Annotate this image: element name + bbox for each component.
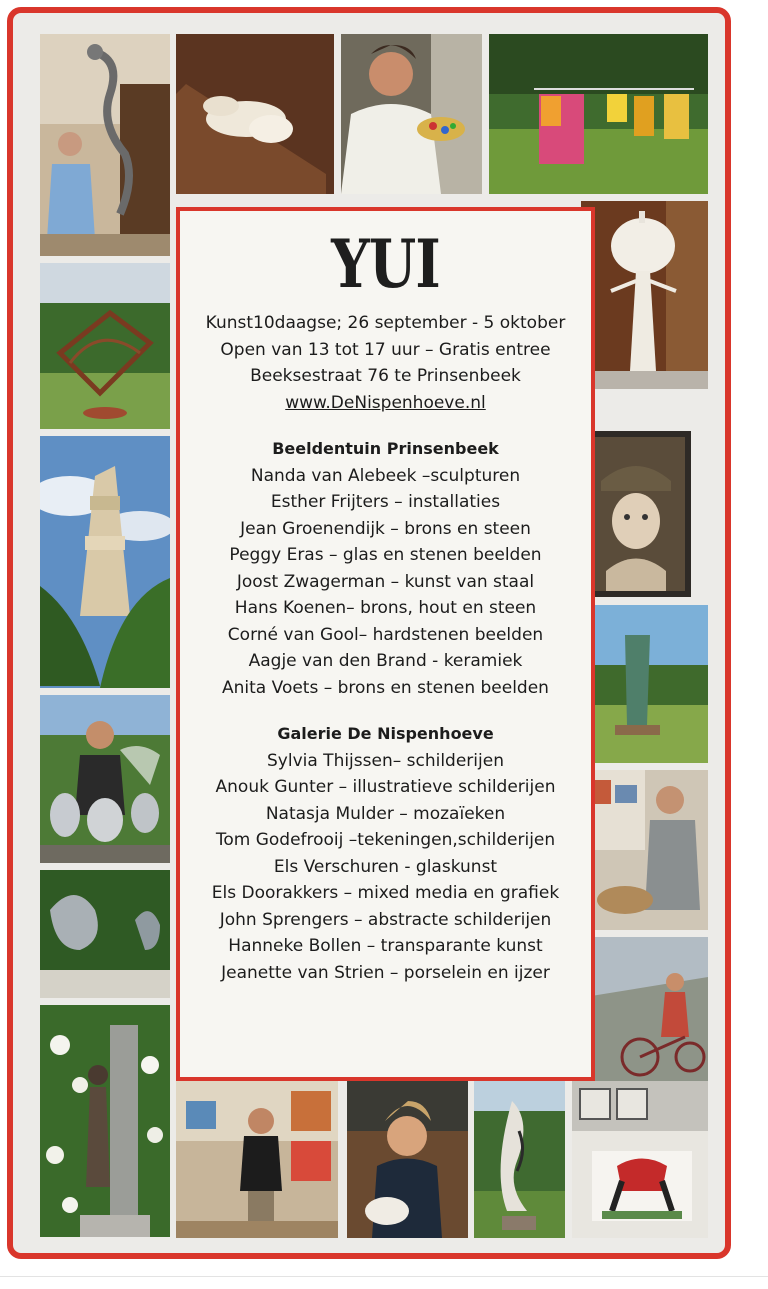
photo-stone-figure-flowers bbox=[40, 1005, 170, 1237]
artist-entry: Nanda van Alebeek –sculpturen bbox=[250, 465, 521, 486]
photo-white-apple-sculpture bbox=[581, 201, 708, 389]
photo-artist-with-glass bbox=[40, 695, 170, 863]
artist-entry: John Sprengers – abstracte schilderijen bbox=[219, 909, 552, 930]
photo-painter-woman bbox=[341, 34, 482, 194]
photo-woodworking-artist bbox=[585, 770, 708, 930]
poster-title: YUI bbox=[331, 225, 440, 303]
artist-entry: Esther Frijters – installaties bbox=[270, 492, 501, 512]
photo-garden-sculptures bbox=[40, 870, 170, 998]
photo-abstract-sculpture-lawn bbox=[474, 1081, 565, 1238]
photo-man-in-studio bbox=[176, 1081, 338, 1238]
event-info bbox=[180, 310, 591, 416]
artist-entry: Els Verschuren - glaskunst bbox=[273, 856, 498, 877]
artist-entry: Peggy Eras – glas en stenen beelden bbox=[229, 545, 542, 565]
artist-entry: Hans Koenen– brons, hout en steen bbox=[234, 598, 537, 618]
artist-entry: Els Doorakkers – mixed media en grafiek bbox=[211, 883, 560, 903]
photo-portrait-painting bbox=[581, 431, 691, 597]
artist-entry: Jeanette van Strien – porselein en ijzer bbox=[221, 962, 550, 983]
artist-entry: Anita Voets – brons en stenen beelden bbox=[222, 677, 549, 698]
page-divider bbox=[0, 1276, 768, 1277]
poster bbox=[7, 7, 731, 1259]
photo-stacked-stone-sculpture bbox=[40, 436, 170, 688]
address: Beeksestraat 76 te Prinsenbeek bbox=[250, 366, 521, 386]
photo-outdoor-paintings bbox=[489, 34, 708, 194]
opening-hours: Open van 13 tot 17 uur – Gratis entree bbox=[220, 339, 551, 360]
photo-red-figure-artwork bbox=[572, 1081, 708, 1238]
artist-list-beeldentuin bbox=[180, 463, 591, 702]
artist-entry: Aagje van den Brand - keramiek bbox=[248, 651, 523, 671]
photo-metal-sculpture-garden bbox=[40, 263, 170, 429]
website-link[interactable]: www.DeNispenhoeve.nl bbox=[285, 392, 486, 413]
artist-entry: Anouk Gunter – illustratieve schilderijen bbox=[215, 777, 556, 797]
artist-entry: Tom Godefrooij –tekeningen,schilderijen bbox=[215, 830, 556, 850]
artist-entry: Hanneke Bollen – transparante kunst bbox=[228, 936, 543, 956]
artist-entry: Joost Zwagerman – kunst van staal bbox=[236, 571, 535, 592]
photo-ceramic-on-wood bbox=[176, 34, 334, 194]
photo-woman-ceramics bbox=[347, 1081, 468, 1238]
artist-entry: Jean Groenendijk – brons en steen bbox=[240, 518, 531, 539]
artist-entry: Natasja Mulder – mozaïeken bbox=[265, 803, 506, 824]
section-heading-galerie: Galerie De Nispenhoeve bbox=[277, 724, 494, 743]
artist-entry: Sylvia Thijssen– schilderijen bbox=[267, 750, 504, 771]
photo-glass-sculpture-field bbox=[585, 605, 708, 763]
event-dates: Kunst10daagse; 26 september - 5 oktober bbox=[205, 313, 566, 333]
photo-woman-with-sculpture bbox=[40, 34, 170, 256]
section-heading-beeldentuin: Beeldentuin Prinsenbeek bbox=[272, 439, 499, 458]
artist-list-galerie bbox=[180, 748, 591, 987]
info-panel bbox=[176, 207, 595, 1081]
photo-girl-bicycle-painting bbox=[585, 937, 708, 1085]
artist-entry: Corné van Gool– hardstenen beelden bbox=[227, 624, 544, 645]
